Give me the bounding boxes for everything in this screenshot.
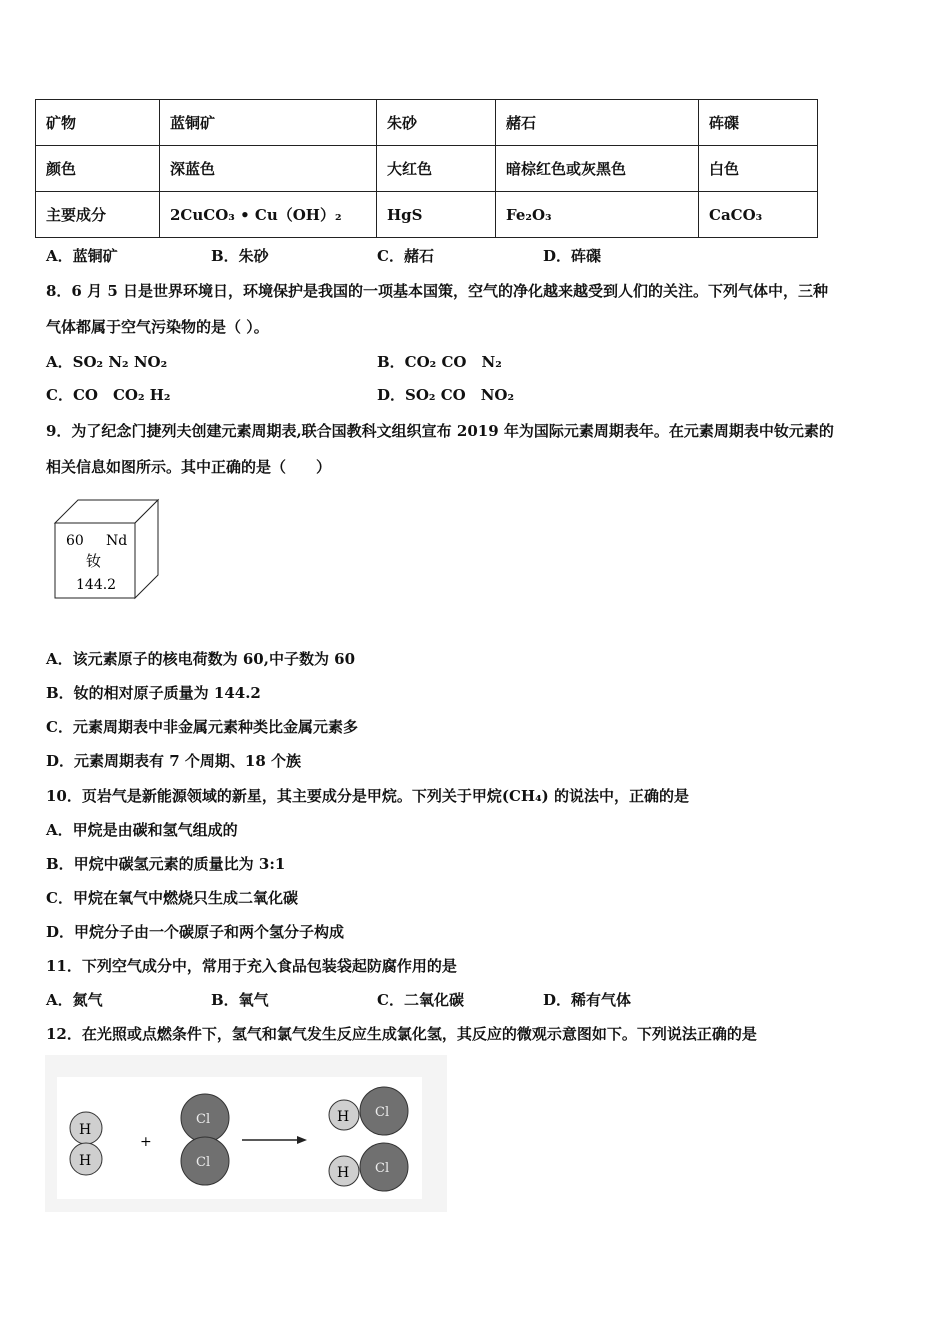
- svg-text:Cl: Cl: [196, 1112, 211, 1127]
- table-cell: 2CuCO₃ • Cu（OH）₂: [160, 192, 377, 238]
- table-cell: HgS: [377, 192, 496, 238]
- table-cell: 矿物: [36, 100, 160, 146]
- q7-option-a[interactable]: A．蓝铜矿: [46, 247, 118, 265]
- q11-option-b[interactable]: B．氧气: [211, 991, 269, 1009]
- element-symbol: Nd: [106, 533, 128, 549]
- table-cell: 深蓝色: [160, 146, 377, 192]
- q8-option-c[interactable]: C．CO CO₂ H₂: [46, 386, 171, 404]
- table-cell: 砗磲: [699, 100, 818, 146]
- svg-text:H: H: [79, 1153, 92, 1169]
- q8-option-b[interactable]: B．CO₂ CO N₂: [377, 353, 502, 371]
- table-cell: 白色: [699, 146, 818, 192]
- table-cell: 颜色: [36, 146, 160, 192]
- q11-option-a[interactable]: A．氮气: [46, 991, 103, 1009]
- element-card-neodymium: [50, 495, 165, 605]
- q9-option-a[interactable]: A．该元素原子的核电荷数为 60,中子数为 60: [46, 650, 356, 668]
- table-cell: Fe₂O₃: [496, 192, 699, 238]
- table-cell: 蓝铜矿: [160, 100, 377, 146]
- q10-stem: 10．页岩气是新能源领域的新星，其主要成分是甲烷。下列关于甲烷(CH₄) 的说法中，正确的是: [46, 787, 689, 805]
- element-atomic-mass: 144.2: [76, 577, 117, 593]
- q7-option-d[interactable]: D．砗磲: [543, 247, 602, 265]
- q9-option-b[interactable]: B．钕的相对原子质量为 144.2: [46, 684, 261, 702]
- q8-option-a[interactable]: A．SO₂ N₂ NO₂: [46, 353, 168, 371]
- table-cell: 朱砂: [377, 100, 496, 146]
- table-cell: 赭石: [496, 100, 699, 146]
- q8-stem-line2: 气体都属于空气污染物的是（ ）。: [46, 318, 269, 336]
- q11-option-c[interactable]: C．二氧化碳: [377, 991, 464, 1009]
- q10-option-b[interactable]: B．甲烷中碳氢元素的质量比为 3:1: [46, 855, 286, 873]
- element-atomic-number: 60: [66, 533, 84, 549]
- q7-option-c[interactable]: C．赭石: [377, 247, 434, 265]
- table-row: [36, 100, 818, 146]
- table-row: [36, 192, 818, 238]
- svg-text:H: H: [337, 1109, 350, 1125]
- table-cell: 大红色: [377, 146, 496, 192]
- svg-text:Cl: Cl: [375, 1105, 390, 1120]
- mineral-table: [35, 99, 818, 238]
- q10-option-c[interactable]: C．甲烷在氧气中燃烧只生成二氧化碳: [46, 889, 298, 907]
- svg-text:H: H: [79, 1122, 92, 1138]
- q11-stem: 11．下列空气成分中，常用于充入食品包装袋起防腐作用的是: [46, 957, 457, 975]
- q10-option-d[interactable]: D．甲烷分子由一个碳原子和两个氢分子构成: [46, 923, 345, 941]
- q9-option-d[interactable]: D．元素周期表有 7 个周期、18 个族: [46, 752, 301, 770]
- q10-option-a[interactable]: A．甲烷是由碳和氢气组成的: [46, 821, 238, 839]
- svg-text:Cl: Cl: [375, 1161, 390, 1176]
- table-row: [36, 146, 818, 192]
- svg-text:Cl: Cl: [196, 1155, 211, 1170]
- svg-text:H: H: [337, 1165, 350, 1181]
- q11-option-d[interactable]: D．稀有气体: [543, 991, 632, 1009]
- table-cell: 暗棕红色或灰黑色: [496, 146, 699, 192]
- q9-option-c[interactable]: C．元素周期表中非金属元素种类比金属元素多: [46, 718, 358, 736]
- q7-option-b[interactable]: B．朱砂: [211, 247, 269, 265]
- q9-stem-line2: 相关信息如图所示。其中正确的是（ ）: [46, 458, 332, 476]
- plus-sign: +: [140, 1134, 152, 1150]
- q12-stem: 12．在光照或点燃条件下，氢气和氯气发生反应生成氯化氢，其反应的微观示意图如下。下列说法正确的是: [46, 1025, 757, 1043]
- table-cell: CaCO₃: [699, 192, 818, 238]
- q8-option-d[interactable]: D．SO₂ CO NO₂: [377, 386, 515, 404]
- table-cell: 主要成分: [36, 192, 160, 238]
- reaction-diagram: [45, 1055, 447, 1212]
- element-name: 钕: [86, 552, 102, 570]
- q8-stem-line1: 8．6 月 5 日是世界环境日，环境保护是我国的一项基本国策，空气的净化越来越受到人们的关注。下列气体中，三种: [46, 282, 828, 300]
- q9-stem-line1: 9．为了纪念门捷列夫创建元素周期表,联合国教科文组织宣布 2019 年为国际元素周期表年。在元素周期表中钕元素的: [46, 422, 834, 440]
